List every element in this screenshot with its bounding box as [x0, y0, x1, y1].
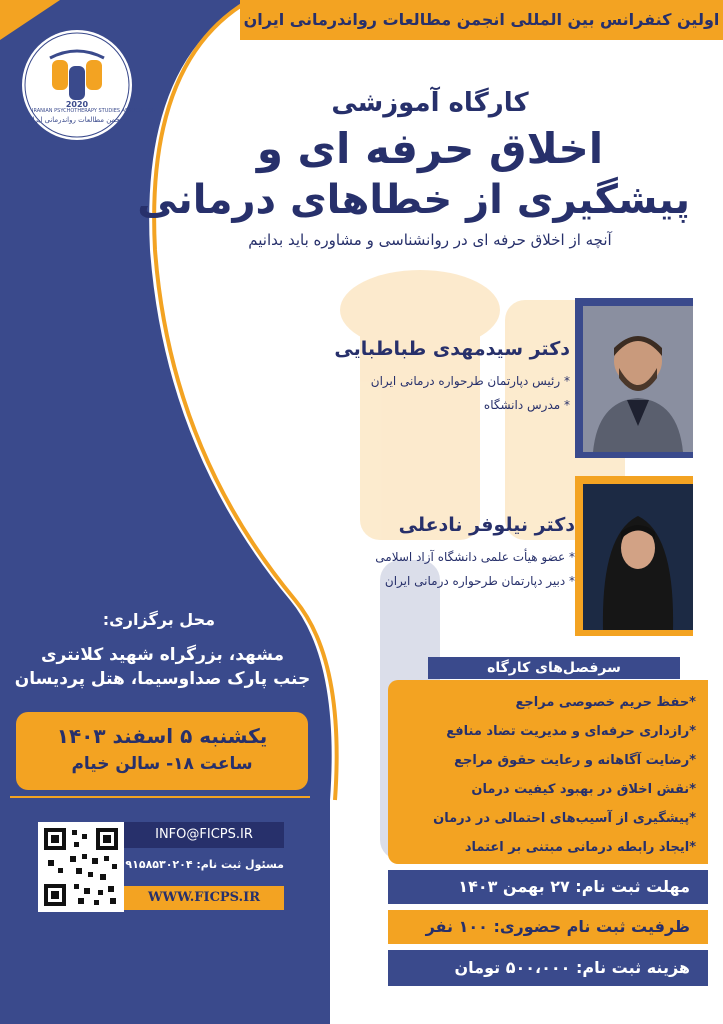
event-date: یکشنبه ۵ اسفند ۱۴۰۳: [56, 724, 268, 748]
syllabus-item-6: *ایجاد رابطه درمانی مبتنی بر اعتماد: [464, 840, 696, 855]
speaker-2: [330, 514, 575, 588]
capacity-bar: [388, 910, 708, 944]
speaker-1: [330, 338, 570, 418]
syllabus-title: سرفصل‌های کارگاه: [487, 660, 621, 676]
speaker-1-role-2: * مدرس دانشگاه: [483, 398, 570, 412]
top-banner-text: اولین کنفرانس بین المللی انجمن مطالعات رواندرمانی ایران: [243, 10, 720, 29]
header-title-line2: پیشگیری از خطاهای درمانی: [137, 177, 690, 223]
speaker-1-role-1: * رئیس دپارتمان طرحواره درمانی ایران: [370, 374, 570, 388]
male-speaker-photo-icon: [583, 306, 693, 452]
date-box: [16, 712, 308, 790]
header-kicker: کارگاه آموزشی: [331, 88, 529, 118]
date-divider: [10, 796, 310, 798]
website-bar: [124, 886, 284, 910]
syllabus-box: [388, 680, 708, 864]
phone[interactable]: مسئول ثبت نام: ۰۹۱۵۸۵۳۰۲۰۴: [118, 858, 284, 871]
header-title-line1: اخلاق حرفه ای و: [256, 124, 604, 173]
syllabus-title-bar: [428, 657, 680, 679]
speaker-2-photo-frame: [575, 476, 693, 636]
venue-line2: جنب پارک صداوسیما، هتل پردیسان: [14, 669, 311, 689]
syllabus-item-5: *پیشگیری از آسیب‌های احتمالی در درمان: [433, 811, 696, 826]
speaker-2-name: دکتر نیلوفر نادعلی: [398, 514, 575, 536]
logo: [22, 30, 156, 140]
email[interactable]: INFO@FICPS.IR: [155, 827, 253, 842]
header: [137, 88, 690, 249]
qr-code-frame: [38, 822, 124, 912]
top-banner: [240, 0, 723, 40]
syllabus-item-3: *رضایت آگاهانه و رعایت حقوق مراجع: [454, 753, 696, 768]
speaker-1-name: دکتر سیدمهدی طباطبایی: [334, 338, 570, 360]
speaker-2-role-2: * دبیر دپارتمان طرحواره درمانی ایران: [384, 574, 575, 588]
venue-line1: مشهد، بزرگراه شهید کلانتری: [40, 645, 285, 665]
speaker-1-photo-frame: [575, 298, 693, 458]
fee: هزینه ثبت نام: ۵۰۰،۰۰۰ تومان: [454, 958, 690, 977]
header-subtitle: آنچه از اخلاق حرفه ای در روانشناسی و مشاوره باید بدانیم: [248, 231, 612, 249]
syllabus-item-4: *نقش اخلاق در بهبود کیفیت درمان: [471, 782, 696, 797]
venue: [10, 610, 315, 689]
logo-text-en: IRANIAN PSYCHOTHERAPY STUDIES ASSOCIATION: [32, 108, 156, 114]
email-bar: [124, 822, 284, 848]
registration-deadline: مهلت ثبت نام: ۲۷ بهمن ۱۴۰۳: [458, 877, 690, 896]
capacity: ظرفیت ثبت نام حضوری: ۱۰۰ نفر: [425, 917, 690, 936]
registration-deadline-bar: [388, 870, 708, 904]
fee-bar: [388, 950, 708, 986]
female-speaker-photo-icon: [583, 484, 693, 630]
venue-label: محل برگزاری:: [102, 610, 215, 629]
logo-text-fa: انجمن مطالعات رواندرمانی ایران: [27, 116, 124, 124]
website[interactable]: WWW.FICPS.IR: [147, 890, 261, 905]
syllabus-item-2: *رازداری حرفه‌ای و مدیریت تضاد منافع: [446, 724, 696, 739]
phone-row: [118, 852, 284, 878]
event-time: ساعت ۱۸- سالن خیام: [71, 754, 253, 774]
speaker-2-role-1: * عضو هیأت علمی دانشگاه آزاد اسلامی: [375, 550, 575, 564]
syllabus-item-1: *حفظ حریم خصوصی مراجع: [515, 695, 696, 710]
qr-code-icon: [40, 824, 122, 910]
logo-year: 2020: [65, 100, 89, 109]
